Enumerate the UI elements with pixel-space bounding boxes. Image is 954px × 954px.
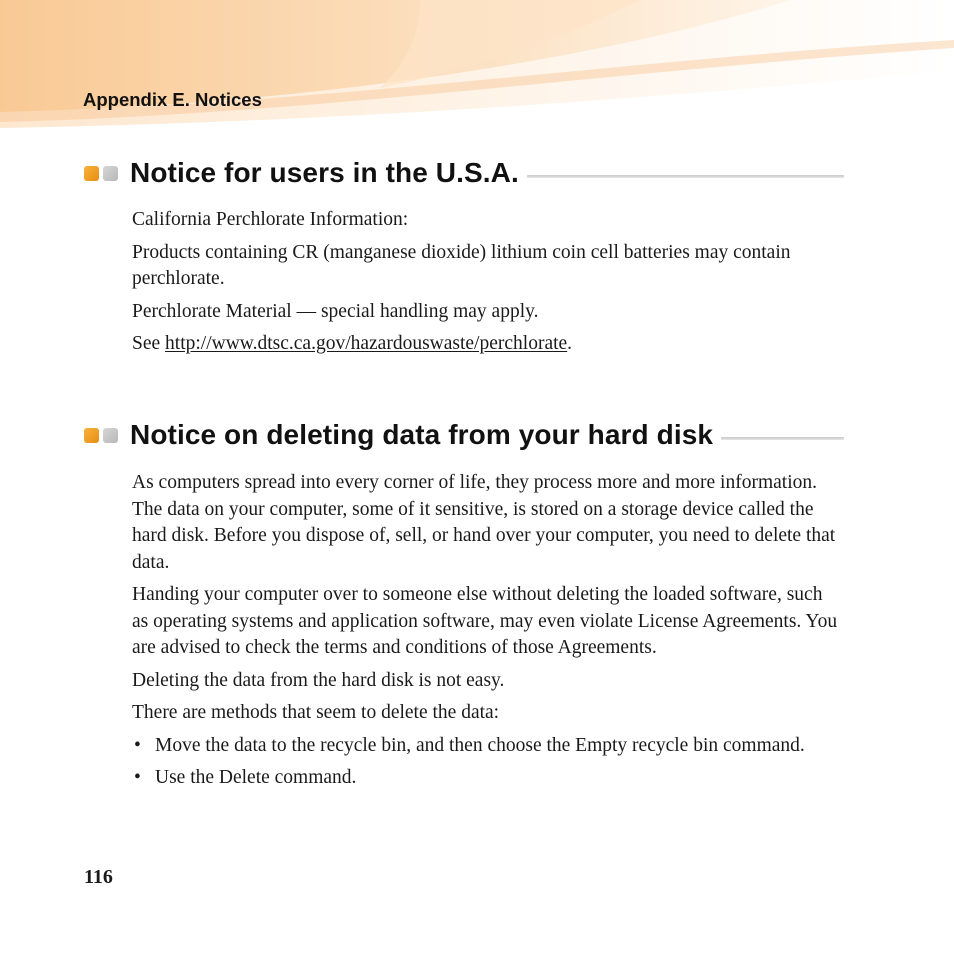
two-square-bullet-icon	[84, 166, 118, 181]
section-body-hard-disk	[132, 470, 842, 798]
section-heading-usa	[84, 156, 844, 190]
section-body-usa	[132, 207, 842, 364]
heading-rule	[527, 175, 844, 178]
page-number: 116	[84, 866, 113, 888]
bullet-dot-icon: •	[134, 734, 141, 756]
section-title: Notice for users in the U.S.A.	[130, 157, 519, 188]
list-item	[132, 733, 842, 760]
see-line	[132, 331, 842, 358]
paragraph: As computers spread into every corner of life, they process more and more information. The data on your computer, some of it sensitive, is stored on a storage device called the hard disk. Before you dispose of, sell, or hand over your computer, you need to delete that data.	[132, 472, 836, 573]
bullet-dot-icon: •	[134, 767, 141, 788]
list-item	[132, 765, 842, 792]
method-list	[132, 733, 842, 792]
perchlorate-link[interactable]: http://www.dtsc.ca.gov/hazardouswaste/perchlorate	[165, 333, 568, 354]
paragraph: Perchlorate Material — special handling may apply.	[132, 300, 539, 322]
see-prefix: See	[132, 333, 166, 354]
paragraph: There are methods that seem to delete the data:	[132, 702, 500, 723]
see-suffix: .	[567, 333, 573, 354]
paragraph: Handing your computer over to someone else without deleting the loaded software, such as operating systems and application software, may even violate License Agreements. You are advised to check the terms and conditions of those Agreements.	[132, 584, 838, 658]
header-decoration	[0, 0, 954, 135]
section-title: Notice on deleting data from your hard disk	[130, 419, 714, 450]
list-item-text: Use the Delete command.	[155, 767, 357, 788]
two-square-bullet-icon	[84, 428, 118, 443]
heading-rule	[721, 437, 844, 440]
list-item-text: Move the data to the recycle bin, and then choose the Empty recycle bin command.	[155, 734, 805, 756]
section-heading-hard-disk	[84, 418, 844, 452]
paragraph: Deleting the data from the hard disk is not easy.	[132, 669, 505, 691]
paragraph: California Perchlorate Information:	[132, 209, 409, 230]
paragraph: Products containing CR (manganese dioxide) lithium coin cell batteries may contain perchlorate.	[132, 241, 791, 289]
running-head: Appendix E. Notices	[83, 89, 262, 110]
